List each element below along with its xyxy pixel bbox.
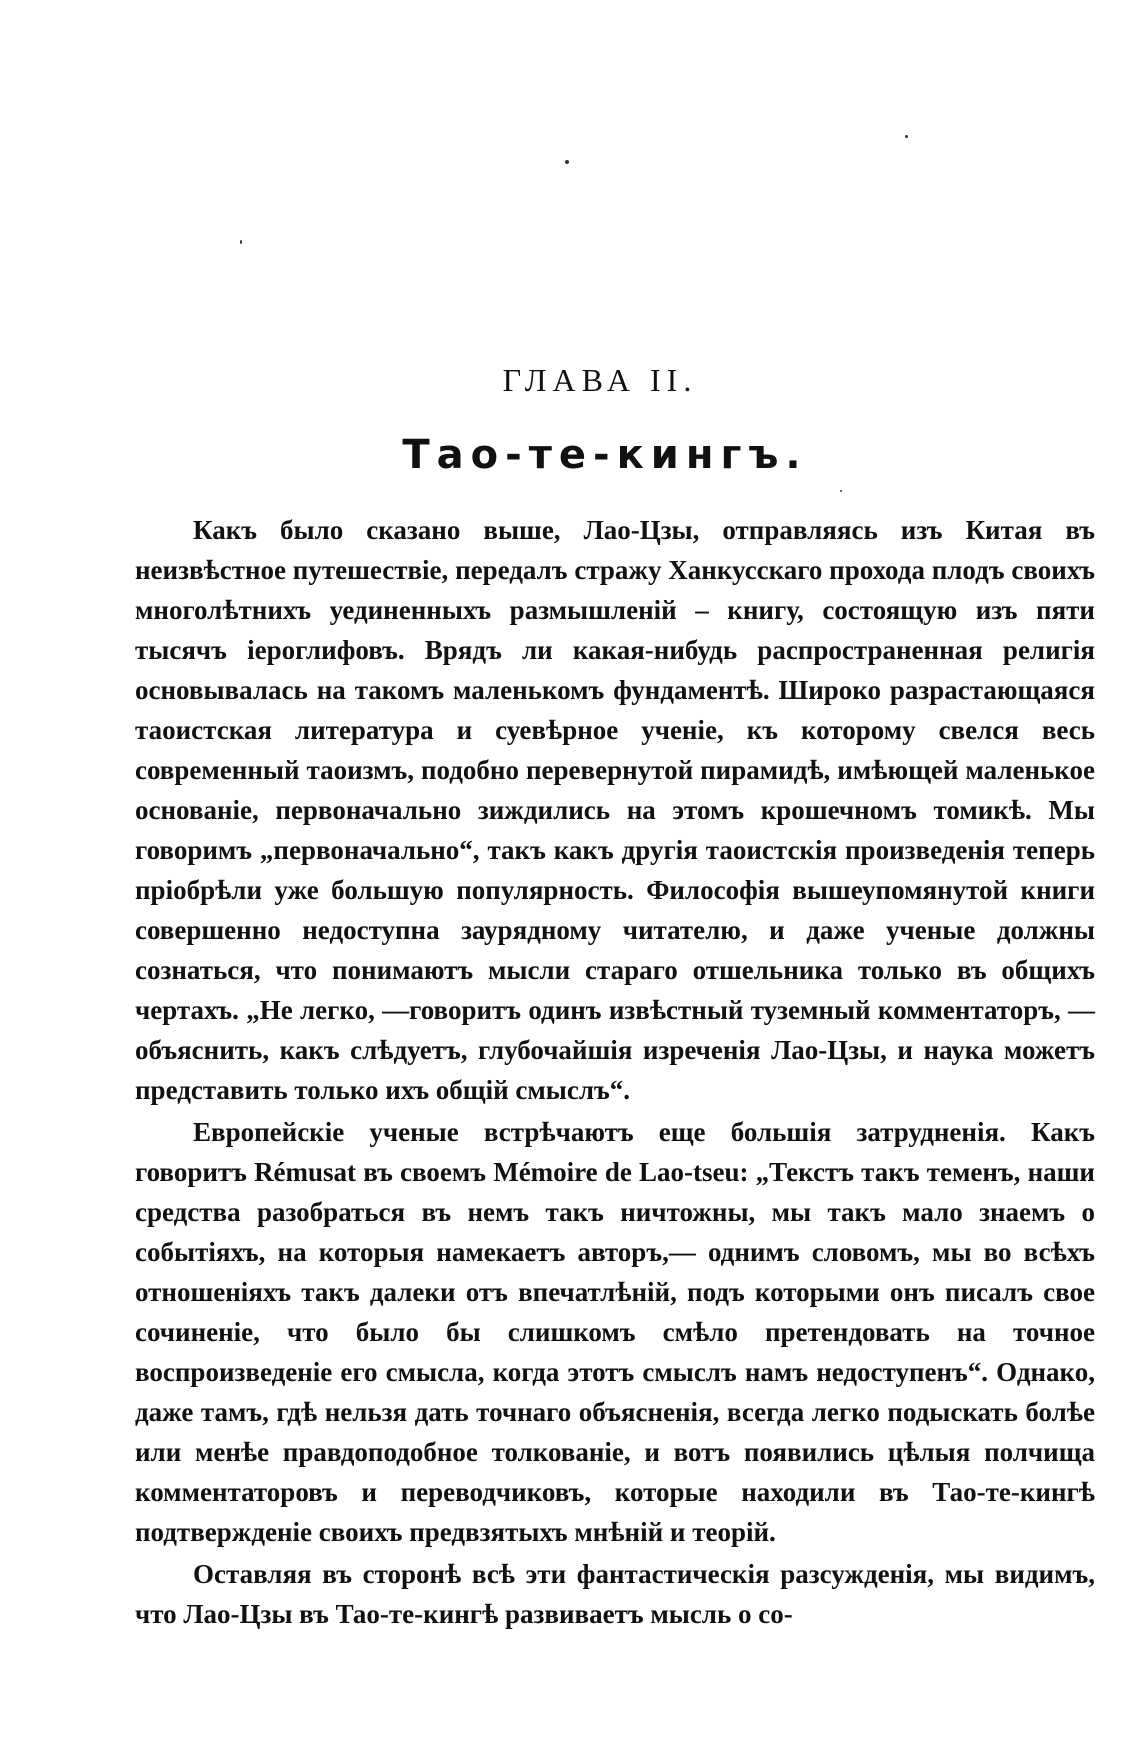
paragraph: Европейскіе ученые встрѣчаютъ еще большія затрудненія. Какъ говоритъ Rémusat въ своемъ Mémoire de Lao-tseu: „Текстъ такъ теменъ, наши средства разобраться въ немъ такъ ничтожны, мы такъ мало знаемъ о событіяхъ, на которыя намекаетъ авторъ,— однимъ словомъ, мы во всѣхъ отношеніяхъ такъ далеки отъ впечатлѣній, подъ которыми онъ писалъ свое сочиненіе, что было бы слишкомъ смѣло претендовать на точное воспроизведеніе его смысла, когда этотъ смыслъ намъ недоступенъ“. Однако, даже тамъ, гдѣ нельзя дать точнаго объясненія, всегда легко подыскать болѣе или менѣе правдоподобное толкованіе, и вотъ появились цѣлыя полчища комментаторовъ и переводчиковъ, которые находили въ Тао-те-кингѣ подтвержденіе своихъ предвзятыхъ мнѣній и теорій. bbox=[135, 1117, 1095, 1547]
print-speck bbox=[905, 135, 908, 138]
print-speck bbox=[840, 490, 842, 492]
print-speck bbox=[240, 240, 242, 244]
body-text bbox=[135, 510, 1095, 1634]
paragraph: Оставляя въ сторонѣ всѣ эти фантастическія разсужденія, мы видимъ, что Лао-Цзы въ Тао-те-кингѣ развиваетъ мысль о со- bbox=[135, 1559, 1095, 1629]
chapter-title: Тао-те-кингъ. bbox=[402, 432, 808, 478]
chapter-heading: ГЛАВА II. bbox=[502, 362, 698, 398]
paragraph: Какъ было сказано выше, Лао-Цзы, отправляясь изъ Китая въ неизвѣстное путешествіе, передалъ стражу Ханкусскаго прохода плодъ своихъ многолѣтнихъ уединенныхъ размышленій – книгу, состоящую изъ пяти тысячъ іероглифовъ. Врядъ ли какая-нибудь распространенная религія основывалась на такомъ маленькомъ фундаментѣ. Широко разрастающаяся таоистская литература и суевѣрное ученіе, къ которому свелся весь современный таоизмъ, подобно перевернутой пирамидѣ, имѣющей маленькое основаніе, первоначально зиждились на этомъ крошечномъ томикѣ. Мы говоримъ „первоначально“, такъ какъ другія таоистскія произведенія теперь пріобрѣли уже большую популярность. Философія вышеупомянутой книги совершенно недоступна заурядному читателю, и даже ученые должны сознаться, что понимаютъ мысли стараго отшельника только въ общихъ чертахъ. „Не легко, —говоритъ одинъ извѣстный туземный комментаторъ, —объяснить, какъ слѣдуетъ, глубочайшія изреченія Лао-Цзы, и наука можетъ представить только ихъ общій смыслъ“. bbox=[135, 515, 1095, 1105]
print-speck bbox=[565, 160, 569, 164]
